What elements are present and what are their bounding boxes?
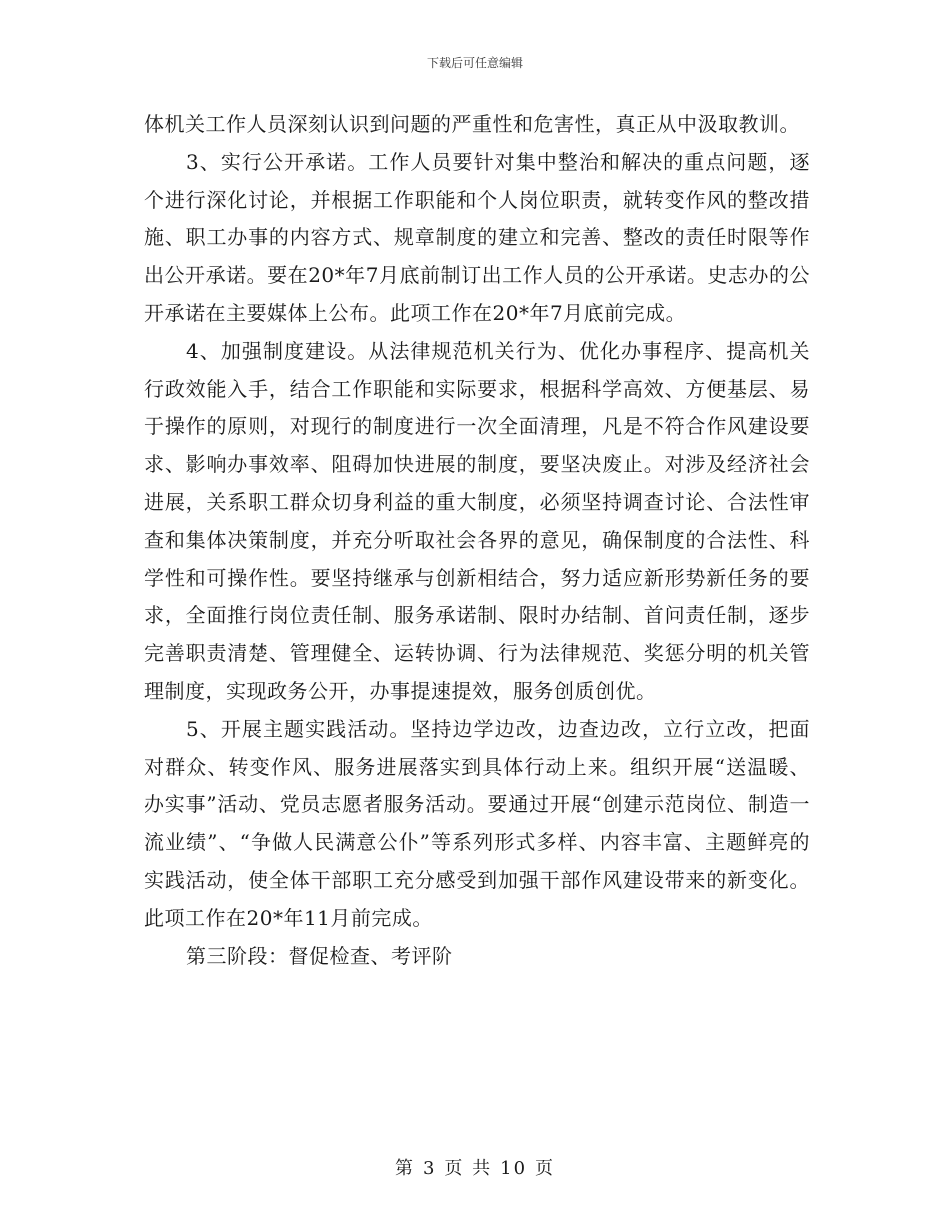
page-prefix: 第 (394, 1158, 415, 1179)
paragraph-public-commitment: 3、实行公开承诺。工作人员要针对集中整治和解决的重点问题，逐个进行深化讨论，并根据工作职能和个人岗位职责，就转变作风的整改措施、职工办事的内容方式、规章制度的建立和完善、整改的责任时限等作出公开承诺。要在20*年7月底前制订出工作人员的公开承诺。史志办的公开承诺在主要媒体上公布。此项工作在20*年7月底前完成。 (144, 149, 810, 325)
paragraph-system-building: 4、加强制度建设。从法律规范机关行为、优化办事程序、提高机关行政效能入手，结合工作职能和实际要求，根据科学高效、方便基层、易于操作的原则，对现行的制度进行一次全面清理，凡是不符合作风建设要求、影响办事效率、阻碍加快进展的制度，要坚决废止。对涉及经济社会进展，关系职工群众切身利益的重大制度，必须坚持调查讨论、合法性审查和集体决策制度，并充分听取社会各界的意见，确保制度的合法性、科学性和可操作性。要坚持继承与创新相结合，努力适应新形势新任务的要求，全面推行岗位责任制、服务承诺制、限时办结制、首问责任制，逐步完善职责清楚、管理健全、运转协调、行为法律规范、奖惩分明的机关管理制度，实现政务公开，办事提速提效，服务创质创优。 (144, 338, 810, 703)
document-body (144, 106, 810, 975)
paragraph-continuation: 体机关工作人员深刻认识到问题的严重性和危害性，真正从中汲取教训。 (144, 112, 800, 136)
header-note: 下载后可任意编辑 (426, 56, 523, 70)
page-total: 10 (500, 1158, 528, 1179)
page-mid: 页 共 (444, 1158, 493, 1179)
page-current: 3 (422, 1158, 437, 1179)
paragraph-theme-activities: 5、开展主题实践活动。坚持边学边改，边查边改，立行立改，把面对群众、转变作风、服务进展落实到具体行动上来。组织开展“送温暖、办实事”活动、党员志愿者服务活动。要通过开展“创建示范岗位、制造一流业绩”、“争做人民满意公仆”等系列形式多样、内容丰富、主题鲜亮的实践活动，使全体干部职工充分感受到加强干部作风建设带来的新变化。此项工作在20*年11月前完成。 (144, 716, 810, 930)
section-heading-stage-three: 第三阶段：督促检查、考评阶 (186, 943, 453, 968)
page-number (0, 1154, 950, 1180)
page-suffix: 页 (535, 1158, 556, 1179)
